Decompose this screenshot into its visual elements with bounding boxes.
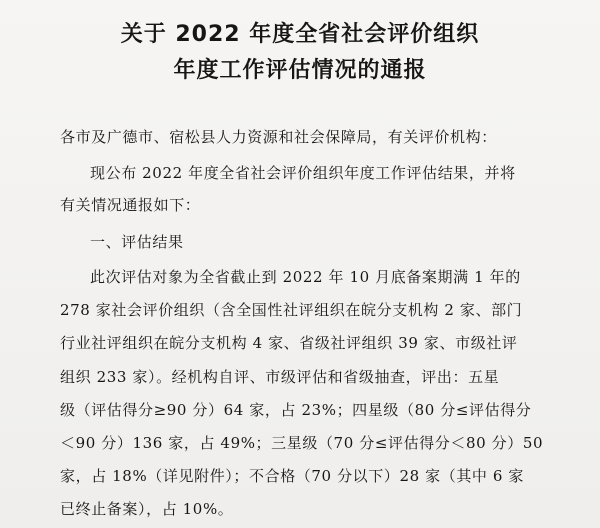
results-paragraph-line-5: 级（评估得分≥90 分）64 家，占 23%；四星级（80 分≤评估得分 (60, 401, 532, 419)
intro-paragraph-line-2: 有关情况通报如下： (60, 196, 201, 214)
intro-paragraph-line-1: 现公布 2022 年度全省社会评价组织年度工作评估结果，并将 (90, 164, 516, 182)
results-paragraph-line-7: 家，占 18%（详见附件）；不合格（70 分以下）28 家（其中 6 家 (60, 467, 524, 485)
document-title-line-1: 关于 2022 年度全省社会评价组织 (120, 22, 480, 47)
results-paragraph-line-8: 已终止备案），占 10%。 (60, 500, 234, 518)
section-heading-evaluation-results: 一、评估结果 (90, 233, 184, 251)
results-paragraph-line-2: 278 家社会评价组织（含全国性社评组织在皖分支机构 2 家、部门 (60, 301, 523, 319)
results-paragraph-line-4: 组织 233 家）。经机构自评、市级评估和省级抽查，评出：五星 (60, 368, 500, 386)
results-paragraph-line-3: 行业社评组织在皖分支机构 4 家、省级社评组织 39 家、市级社评 (60, 334, 518, 352)
document-title-line-2: 年度工作评估情况的通报 (173, 58, 427, 83)
addressee-line: 各市及广德市、宿松县人力资源和社会保障局，有关评价机构： (60, 128, 497, 146)
results-paragraph-line-1: 此次评估对象为全省截止到 2022 年 10 月底备案期满 1 年的 (90, 268, 521, 286)
results-paragraph-line-6: ＜90 分）136 家，占 49%；三星级（70 分≤评估得分＜80 分）50 (60, 434, 544, 452)
